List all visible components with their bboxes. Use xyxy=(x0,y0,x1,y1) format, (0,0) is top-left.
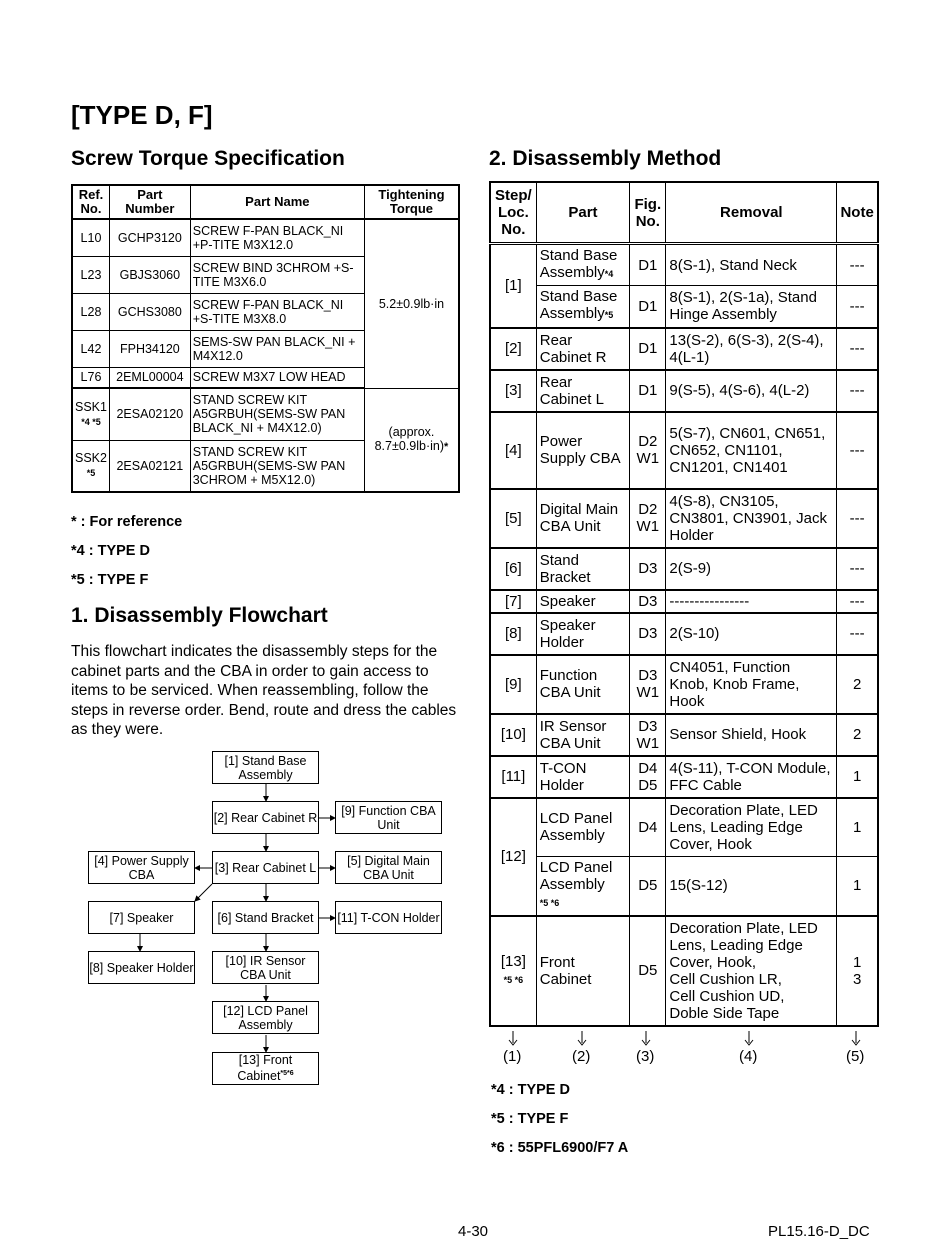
flow-box-digital-main: [5] Digital Main CBA Unit xyxy=(335,851,442,884)
note-cell: 1 3 xyxy=(837,916,878,1026)
ref-cell: L76 xyxy=(72,367,109,388)
step-cell: [9] xyxy=(490,655,536,714)
removal-cell: 4(S-8), CN3105, CN3801, CN3901, Jack Holder xyxy=(666,489,837,548)
step-cell: [7] xyxy=(490,590,536,613)
note-type-d: *4 : TYPE D xyxy=(71,543,150,559)
header-fig: Fig. No. xyxy=(630,182,666,244)
fig-cell: D1 xyxy=(630,328,666,370)
part-cell: Front Cabinet xyxy=(536,916,629,1026)
document-code: PL15.16-D_DC xyxy=(768,1223,870,1240)
part-name-cell: SCREW M3X7 LOW HEAD xyxy=(190,367,364,388)
note-type-f-right: *5 : TYPE F xyxy=(491,1111,569,1127)
removal-cell: 8(S-1), 2(S-1a), Stand Hinge Assembly xyxy=(666,286,837,328)
part-cell: Rear Cabinet L xyxy=(536,370,629,412)
header-ref: Ref. No. xyxy=(72,185,109,219)
step-text: [13] xyxy=(500,952,526,970)
note-cell: --- xyxy=(837,590,878,613)
note-cell: 2 xyxy=(837,714,878,756)
step-cell: [8] xyxy=(490,613,536,655)
removal-cell: Decoration Plate, LED Lens, Leading Edge Cover, Hook xyxy=(666,798,837,857)
part-number-cell: GCHP3120 xyxy=(109,219,190,256)
part-name-cell: SCREW BIND 3CHROM +S-TITE M3X6.0 xyxy=(190,256,364,293)
removal-cell: 5(S-7), CN601, CN651, CN652, CN1101, CN1201, CN1401 xyxy=(666,412,837,489)
torque-heading: Screw Torque Specification xyxy=(71,147,345,170)
fig-cell: D2 W1 xyxy=(630,412,666,489)
header-torque: Tightening Torque xyxy=(364,185,459,219)
part-note: *5 *6 xyxy=(539,898,560,909)
header-note: Note xyxy=(837,182,878,244)
fig-cell: D1 xyxy=(630,286,666,328)
col-label-1: (1) xyxy=(503,1048,522,1065)
note-cell: --- xyxy=(837,328,878,370)
note-reference: * : For reference xyxy=(71,514,183,530)
fig-cell: D3 W1 xyxy=(630,714,666,756)
part-text: Stand Base Assembly xyxy=(539,247,618,281)
ref-cell: L28 xyxy=(72,293,109,330)
col-label-5: (5) xyxy=(846,1048,865,1065)
removal-cell: ---------------- xyxy=(666,590,837,613)
part-cell: Rear Cabinet R xyxy=(536,328,629,370)
header-part-name: Part Name xyxy=(190,185,364,219)
removal-cell: Decoration Plate, LED Lens, Leading Edge Cover, Hook, Cell Cushion LR, Cell Cushion UD, Doble Side Tape xyxy=(666,916,837,1026)
flowchart-intro: This flowchart indicates the disassembly steps for the cabinet parts and the CBA in order to gain access to items to be serviced. When reassembling, follow the steps in reverse order. Bend, route and dress the cables as they were. xyxy=(71,643,457,738)
header-part-number: Part Number xyxy=(109,185,190,219)
part-number-cell: FPH34120 xyxy=(109,330,190,367)
fig-cell: D4 D5 xyxy=(630,756,666,798)
note-model: *6 : 55PFL6900/F7 A xyxy=(491,1140,629,1156)
part-name-cell: SCREW F-PAN BLACK_NI +P-TITE M3X12.0 xyxy=(190,219,364,256)
flow-box-lcd-panel: [12] LCD Panel Assembly xyxy=(212,1001,319,1034)
flow-box-ir-sensor: [10] IR Sensor CBA Unit xyxy=(212,951,319,984)
removal-cell: 4(S-11), T-CON Module, FFC Cable xyxy=(666,756,837,798)
flow-box-rear-cabinet-l: [3] Rear Cabinet L xyxy=(212,851,319,884)
note-cell: --- xyxy=(837,286,878,328)
note-cell: --- xyxy=(837,370,878,412)
ref-text: SSK2 xyxy=(75,451,107,466)
col-label-4: (4) xyxy=(739,1048,758,1065)
part-cell: Function CBA Unit xyxy=(536,655,629,714)
torque-approx: (approx. 8.7±0.9lb·in) xyxy=(374,425,445,454)
removal-cell: 15(S-12) xyxy=(666,857,837,916)
note-cell: --- xyxy=(837,244,878,286)
part-name-cell: STAND SCREW KIT A5GRBUH(SEMS-SW PAN 3CHROM + M5X12.0) xyxy=(190,440,364,492)
step-cell: [1] xyxy=(490,244,536,328)
part-cell: T-CON Holder xyxy=(536,756,629,798)
part-number-cell: 2ESA02121 xyxy=(109,440,190,492)
step-cell: [5] xyxy=(490,489,536,548)
flowchart-heading: 1. Disassembly Flowchart xyxy=(71,604,328,627)
part-cell: LCD Panel Assembly xyxy=(536,798,629,857)
step-cell: [11] xyxy=(490,756,536,798)
removal-cell: 2(S-9) xyxy=(666,548,837,590)
part-cell: Speaker Holder xyxy=(536,613,629,655)
part-note: *5 xyxy=(604,310,614,321)
note-cell: --- xyxy=(837,412,878,489)
col-label-3: (3) xyxy=(636,1048,655,1065)
header-removal: Removal xyxy=(666,182,837,244)
part-cell: Digital Main CBA Unit xyxy=(536,489,629,548)
fig-cell: D4 xyxy=(630,798,666,857)
step-cell: [6] xyxy=(490,548,536,590)
part-note: *4 xyxy=(604,269,614,279)
removal-cell: 2(S-10) xyxy=(666,613,837,655)
header-part: Part xyxy=(536,182,629,244)
step-cell: [2] xyxy=(490,328,536,370)
flow-box-power-supply: [4] Power Supply CBA xyxy=(88,851,195,884)
torque-cell: 5.2±0.9lb·in xyxy=(364,219,459,388)
fig-cell: D5 xyxy=(630,857,666,916)
part-number-cell: 2ESA02120 xyxy=(109,388,190,440)
removal-cell: Sensor Shield, Hook xyxy=(666,714,837,756)
part-cell: Stand Bracket xyxy=(536,548,629,590)
step-cell: [3] xyxy=(490,370,536,412)
front-cabinet-label: [13] Front Cabinet xyxy=(237,1053,293,1084)
ref-cell: L42 xyxy=(72,330,109,367)
fig-cell: D2 W1 xyxy=(630,489,666,548)
fig-cell: D1 xyxy=(630,244,666,286)
fig-cell: D3 xyxy=(630,613,666,655)
part-cell: Power Supply CBA xyxy=(536,412,629,489)
flow-box-stand-bracket: [6] Stand Bracket xyxy=(212,901,319,934)
part-text: LCD Panel Assembly xyxy=(539,859,613,894)
part-number-cell: GBJS3060 xyxy=(109,256,190,293)
ref-cell: L10 xyxy=(72,219,109,256)
front-cabinet-note: *5*6 xyxy=(280,1070,294,1078)
step-note: *5 *6 xyxy=(503,974,524,985)
note-cell: --- xyxy=(837,489,878,548)
step-cell: [10] xyxy=(490,714,536,756)
note-cell: 1 xyxy=(837,857,878,916)
fig-cell: D3 W1 xyxy=(630,655,666,714)
ref-note: *4 *5 xyxy=(81,416,101,427)
flow-box-function-cba: [9] Function CBA Unit xyxy=(335,801,442,834)
ref-note: *5 xyxy=(86,468,96,479)
ref-cell: L23 xyxy=(72,256,109,293)
part-number-cell: GCHS3080 xyxy=(109,293,190,330)
part-name-cell: STAND SCREW KIT A5GRBUH(SEMS-SW PAN BLACK_NI + M4X12.0) xyxy=(190,388,364,440)
part-cell: Speaker xyxy=(536,590,629,613)
note-cell: --- xyxy=(837,613,878,655)
removal-cell: 13(S-2), 6(S-3), 2(S-4), 4(L-1) xyxy=(666,328,837,370)
header-step: Step/ Loc. No. xyxy=(490,182,536,244)
step-cell: [4] xyxy=(490,412,536,489)
fig-cell: D3 xyxy=(630,548,666,590)
flow-box-stand-base: [1] Stand Base Assembly xyxy=(212,751,319,784)
fig-cell: D3 xyxy=(630,590,666,613)
method-heading: 2. Disassembly Method xyxy=(489,147,722,170)
removal-cell: CN4051, Function Knob, Knob Frame, Hook xyxy=(666,655,837,714)
note-type-d-right: *4 : TYPE D xyxy=(491,1082,570,1098)
torque-mark: * xyxy=(444,441,449,454)
removal-cell: 9(S-5), 4(S-6), 4(L-2) xyxy=(666,370,837,412)
note-cell: 1 xyxy=(837,756,878,798)
part-text: Stand Base Assembly xyxy=(539,288,618,323)
fig-cell: D1 xyxy=(630,370,666,412)
part-name-cell: SCREW F-PAN BLACK_NI +S-TITE M3X8.0 xyxy=(190,293,364,330)
flow-box-rear-cabinet-r: [2] Rear Cabinet R xyxy=(212,801,319,834)
note-cell: 2 xyxy=(837,655,878,714)
flow-box-speaker: [7] Speaker xyxy=(88,901,195,934)
ref-text: SSK1 xyxy=(75,399,107,414)
note-cell: 1 xyxy=(837,798,878,857)
col-label-2: (2) xyxy=(572,1048,591,1065)
fig-cell: D5 xyxy=(630,916,666,1026)
note-type-f: *5 : TYPE F xyxy=(71,572,149,588)
removal-cell: 8(S-1), Stand Neck xyxy=(666,244,837,286)
note-cell: --- xyxy=(837,548,878,590)
flow-box-speaker-holder: [8] Speaker Holder xyxy=(88,951,195,984)
part-cell: IR Sensor CBA Unit xyxy=(536,714,629,756)
page-title: [TYPE D, F] xyxy=(71,100,213,130)
flow-box-tcon-holder: [11] T-CON Holder xyxy=(335,901,442,934)
part-number-cell: 2EML00004 xyxy=(109,367,190,388)
part-name-cell: SEMS-SW PAN BLACK_NI + M4X12.0 xyxy=(190,330,364,367)
step-cell: [12] xyxy=(490,798,536,916)
page-number: 4-30 xyxy=(458,1223,489,1240)
